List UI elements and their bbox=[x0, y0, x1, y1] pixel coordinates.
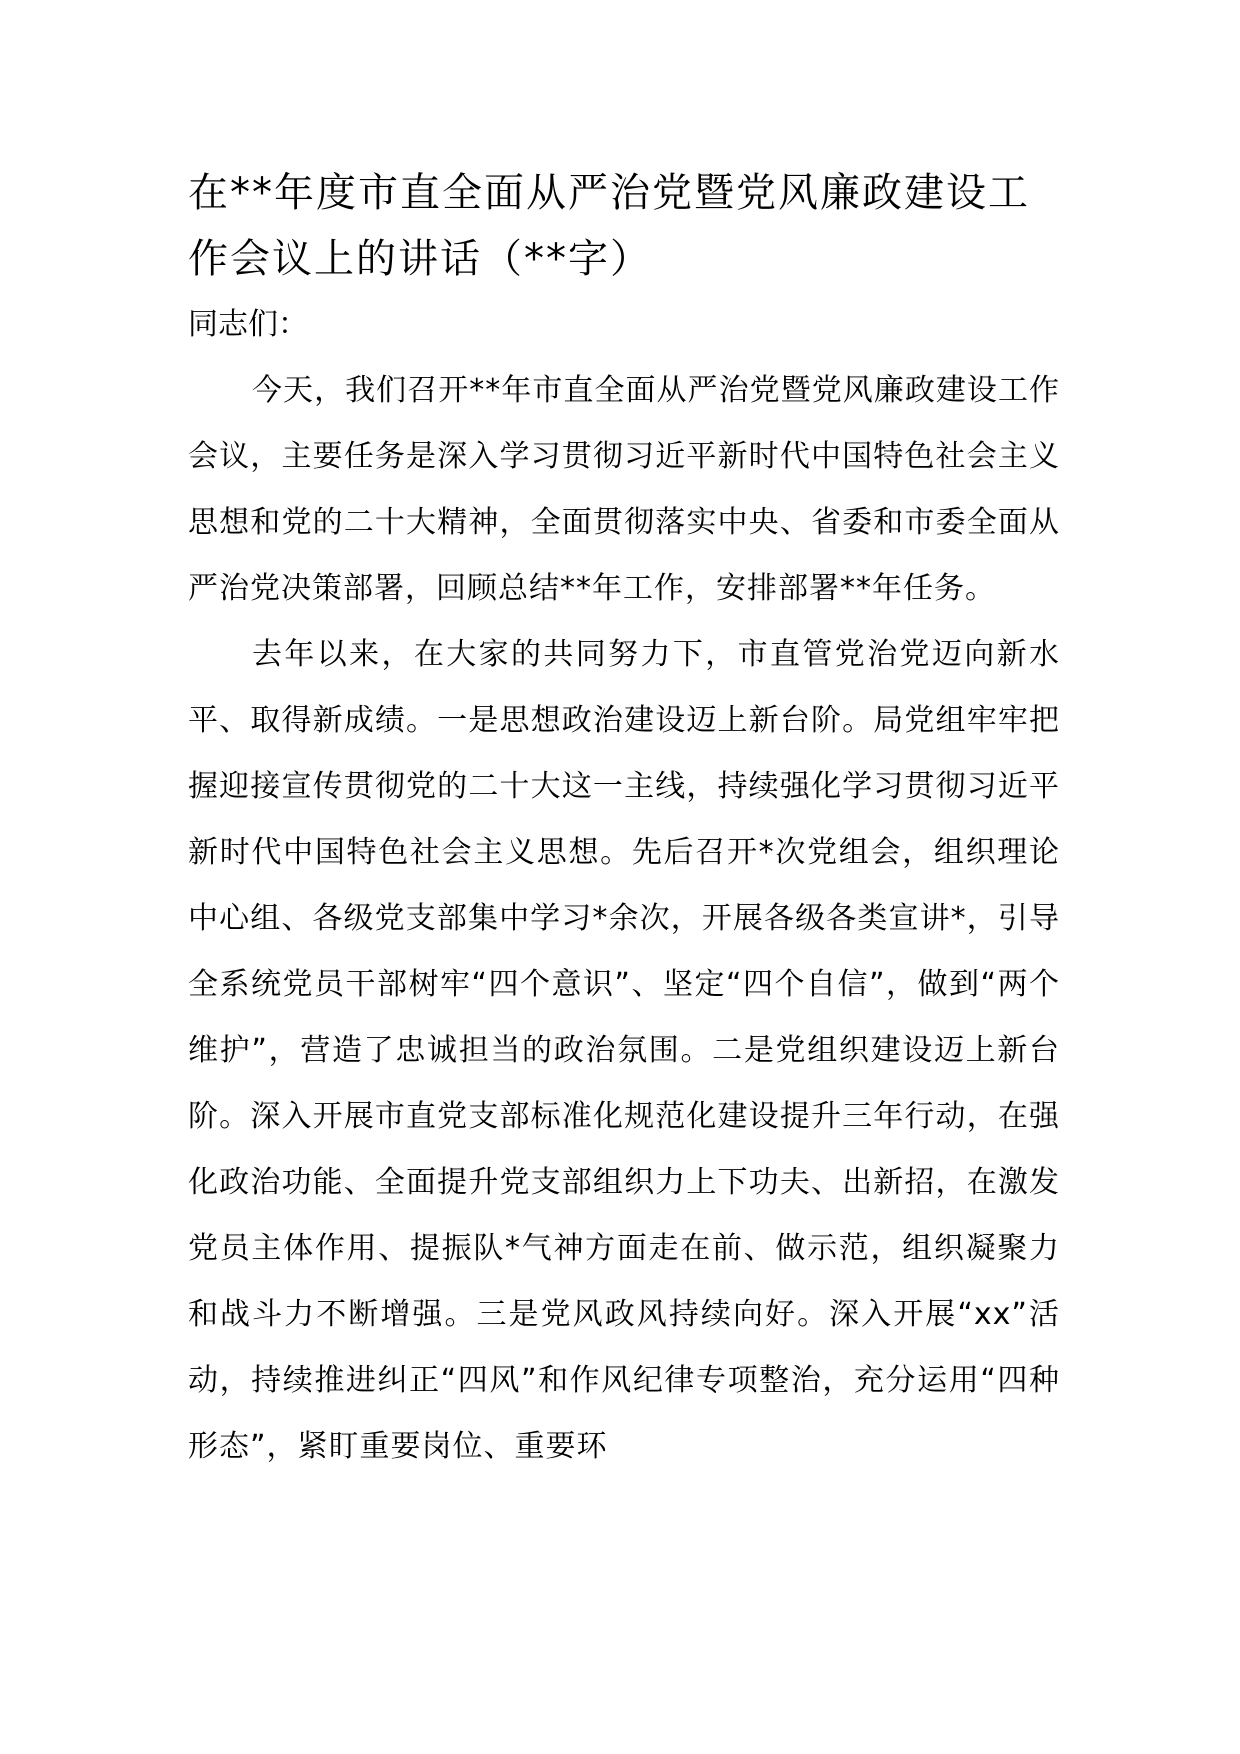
document-title: 在**年度市直全面从严治党暨党风廉政建设工作会议上的讲话（**字） bbox=[188, 170, 1030, 282]
document-body bbox=[188, 160, 1060, 1480]
salutation: 同志们： bbox=[188, 307, 308, 342]
paragraph-1: 今天，我们召开**年市直全面从严治党暨党风廉政建设工作会议，主要任务是深入学习贯彻习近平新时代中国特色社会主义思想和党的二十大精神，全面贯彻落实中央、省委和市委全面从严治党决策部署，回顾总结**年工作，安排部署**年任务。 bbox=[188, 373, 1060, 606]
paragraph-2: 去年以来，在大家的共同努力下，市直管党治党迈向新水平、取得新成绩。一是思想政治建设迈上新台阶。局党组牢牢把握迎接宣传贯彻党的二十大这一主线，持续强化学习贯彻习近平新时代中国特色社会主义思想。先后召开*次党组会，组织理论中心组、各级党支部集中学习*余次，开展各级各类宣讲*，引导全系统党员干部树牢“四个意识”、坚定“四个自信”，做到“两个维护”，营造了忠诚担当的政治氛围。二是党组织建设迈上新台阶。深入开展市直党支部标准化规范化建设提升三年行动，在强化政治功能、全面提升党支部组织力上下功夫、出新招，在激发党员主体作用、提振队*气神方面走在前、做示范，组织凝聚力和战斗力不断增强。三是党风政风持续向好。深入开展“xx”活动，持续推进纠正“四风”和作风纪律专项整治，充分运用“四种形态”，紧盯重要岗位、重要环 bbox=[188, 637, 1060, 1464]
